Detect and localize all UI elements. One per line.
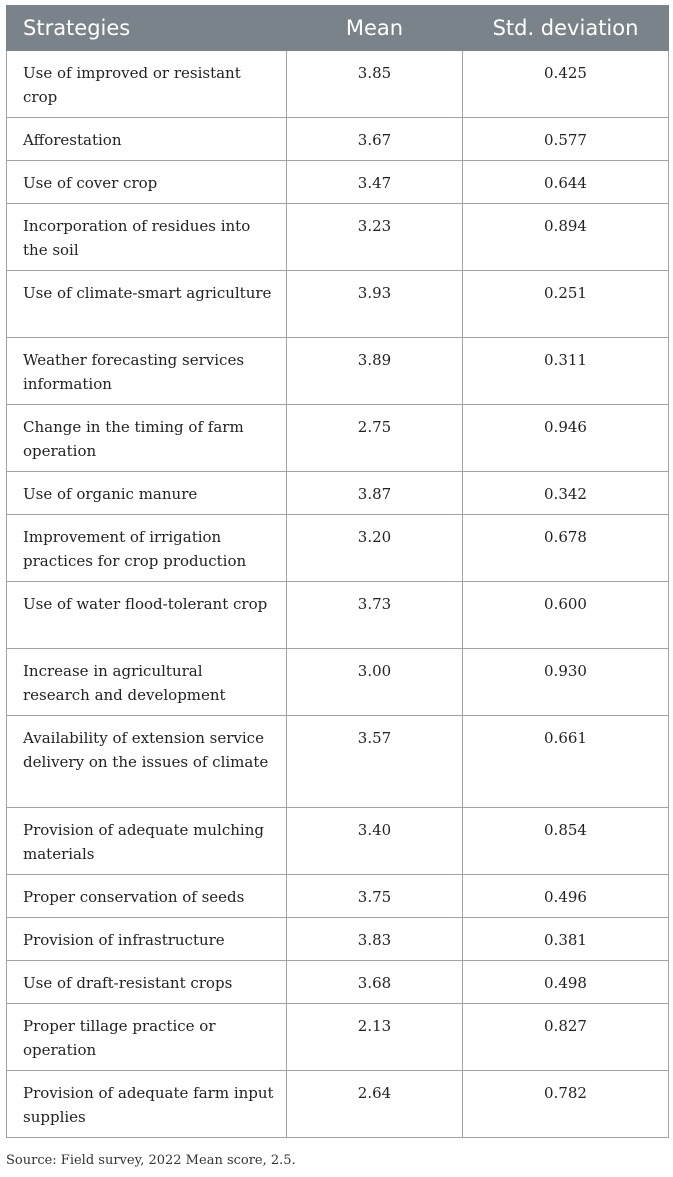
strategy-cell: Afforestation [7,118,287,161]
sd-cell: 0.498 [463,961,669,1004]
strategy-cell: Provision of adequate farm input supplies [7,1071,287,1138]
sd-cell: 0.577 [463,118,669,161]
strategy-cell: Change in the timing of farm operation [7,405,287,472]
table-row [7,118,669,161]
sd-cell: 0.251 [463,271,669,338]
strategy-cell: Use of climate-smart agriculture [7,271,287,338]
strategy-cell: Use of water flood-tolerant crop [7,582,287,649]
mean-cell: 2.75 [287,405,463,472]
table-row [7,961,669,1004]
sd-cell: 0.381 [463,918,669,961]
table-row [7,161,669,204]
sd-cell: 0.827 [463,1004,669,1071]
header-strategies: Strategies [7,6,287,51]
table-row [7,51,669,118]
sd-cell: 0.678 [463,515,669,582]
mean-cell: 3.89 [287,338,463,405]
strategy-cell: Weather forecasting services information [7,338,287,405]
mean-cell: 2.64 [287,1071,463,1138]
mean-cell: 3.83 [287,918,463,961]
mean-cell: 3.67 [287,118,463,161]
strategy-cell: Improvement of irrigation practices for crop production [7,515,287,582]
mean-cell: 3.00 [287,649,463,716]
table-row [7,716,669,808]
header-mean: Mean [287,6,463,51]
strategy-cell: Incorporation of residues into the soil [7,204,287,271]
sd-cell: 0.644 [463,161,669,204]
mean-cell: 2.13 [287,1004,463,1071]
strategies-table [6,5,669,1138]
mean-cell: 3.75 [287,875,463,918]
strategy-cell: Use of draft-resistant crops [7,961,287,1004]
table-row [7,271,669,338]
sd-cell: 0.782 [463,1071,669,1138]
mean-cell: 3.87 [287,472,463,515]
table-row [7,204,669,271]
table-row [7,1071,669,1138]
sd-cell: 0.425 [463,51,669,118]
sd-cell: 0.600 [463,582,669,649]
strategy-cell: Proper tillage practice or operation [7,1004,287,1071]
table-header [7,6,669,51]
table-source-note: Source: Field survey, 2022 Mean score, 2.5. [6,1153,296,1168]
strategy-cell: Increase in agricultural research and development [7,649,287,716]
table-row [7,649,669,716]
mean-cell: 3.93 [287,271,463,338]
strategy-cell: Proper conservation of seeds [7,875,287,918]
mean-cell: 3.40 [287,808,463,875]
mean-cell: 3.68 [287,961,463,1004]
sd-cell: 0.854 [463,808,669,875]
strategy-cell: Use of improved or resistant crop [7,51,287,118]
sd-cell: 0.342 [463,472,669,515]
mean-cell: 3.20 [287,515,463,582]
mean-cell: 3.73 [287,582,463,649]
sd-cell: 0.661 [463,716,669,808]
sd-cell: 0.946 [463,405,669,472]
sd-cell: 0.930 [463,649,669,716]
strategy-cell: Provision of adequate mulching materials [7,808,287,875]
table-row [7,472,669,515]
sd-cell: 0.496 [463,875,669,918]
mean-cell: 3.85 [287,51,463,118]
sd-cell: 0.311 [463,338,669,405]
table-row [7,338,669,405]
table-row [7,918,669,961]
mean-cell: 3.23 [287,204,463,271]
table-row [7,875,669,918]
strategy-cell: Use of cover crop [7,161,287,204]
table-row [7,405,669,472]
mean-cell: 3.47 [287,161,463,204]
table-row [7,1004,669,1071]
strategy-cell: Use of organic manure [7,472,287,515]
header-std-deviation: Std. deviation [463,6,669,51]
sd-cell: 0.894 [463,204,669,271]
header-row [7,6,669,51]
mean-cell: 3.57 [287,716,463,808]
table-row [7,515,669,582]
strategy-cell: Provision of infrastructure [7,918,287,961]
table-body [7,51,669,1138]
table-row [7,582,669,649]
strategy-cell: Availability of extension service delivery on the issues of climate [7,716,287,808]
table-row [7,808,669,875]
